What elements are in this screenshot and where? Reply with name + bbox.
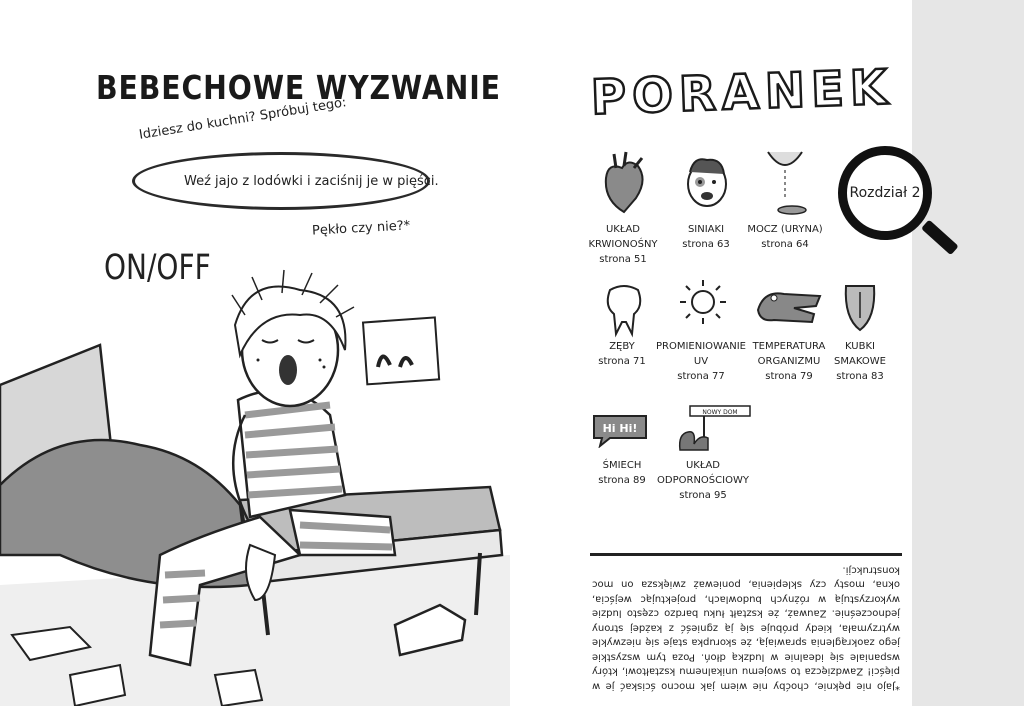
urine-icon bbox=[762, 148, 808, 218]
toc-item-label: TEMPERATURA bbox=[752, 341, 826, 352]
germ-sign-text: NOWY DOM bbox=[702, 409, 738, 416]
footnote-divider bbox=[590, 553, 902, 556]
toc-item-label: UKŁAD bbox=[605, 224, 641, 235]
chapter-label: Rozdział 2 bbox=[849, 185, 921, 201]
toc-item-label: SMAKOWE bbox=[834, 356, 886, 367]
toc-item-label: KUBKI bbox=[845, 341, 875, 352]
toc-item-odpornosciowy[interactable] bbox=[653, 458, 753, 503]
toc-item-label: SINIAKI bbox=[687, 224, 725, 235]
toc-item-page: strona 64 bbox=[761, 239, 809, 250]
toc-item-page: strona 83 bbox=[836, 371, 884, 382]
toc-item-label: UKŁAD bbox=[685, 460, 721, 471]
toc-item-page: strona 63 bbox=[682, 239, 730, 250]
chapter-title: PORANEK bbox=[590, 59, 895, 126]
yawning-kid-illustration bbox=[0, 255, 510, 706]
challenge-answer: Pękło czy nie?* bbox=[311, 218, 411, 239]
toc-item-label: PROMIENIOWANIE bbox=[656, 341, 746, 352]
footnote-text: *Jajo nie pęknie, choćby nie wiem jak mocno ściskać je w pięści! Zawdzięcza to swojemu unikalnemu kształtowi, który wspaniale się idealnie w ludzką dłoń. Poza tym wszystkie jego zaokrąglenia sprawiają, że skorupka staje się niezwykle wytrzymała, kiedy próbuje się ją zgnieść z każdej strony jednocześnie. Zauważ, że kształt łuku bardzo często ludzie wykorzystują w różnych budowlach, projektując wejścia, okna, mosty czy sklepienia, ponieważ zwiększa on moc konstrukcji. bbox=[592, 564, 900, 692]
toc-item-page: strona 79 bbox=[765, 371, 813, 382]
toc-item-page: strona 71 bbox=[598, 356, 646, 367]
toc-item-uv[interactable] bbox=[651, 339, 751, 384]
on-off-label: ON/OFF bbox=[104, 248, 211, 288]
toc-item-page: strona 95 bbox=[679, 490, 727, 501]
toc-item-label: MOCZ (URYNA) bbox=[747, 224, 823, 235]
toc-item-label: KRWIONOŚNY bbox=[588, 239, 658, 250]
challenge-prompt: Idziesz do kuchni? Spróbuj tego: bbox=[138, 95, 348, 143]
hihi-bubble-icon bbox=[590, 412, 650, 448]
hihi-text: Hi Hi! bbox=[602, 422, 638, 435]
germ-sign-icon bbox=[674, 404, 754, 454]
tooth-icon bbox=[604, 282, 644, 338]
toc-item-page: strona 89 bbox=[598, 475, 646, 486]
toc-item-label: UV bbox=[693, 356, 709, 367]
heart-icon bbox=[598, 150, 650, 216]
challenge-text: Weź jajo z lodówki i zaciśnij je w pięści. bbox=[184, 174, 439, 189]
toc-item-page: strona 51 bbox=[599, 254, 647, 265]
toc-item-mocz[interactable] bbox=[735, 222, 835, 252]
toc-item-kubki[interactable] bbox=[810, 339, 910, 384]
toc-item-label: ODPORNOŚCIOWY bbox=[657, 475, 749, 486]
chapter-badge bbox=[838, 146, 932, 240]
tongue-icon bbox=[842, 282, 878, 334]
sun-icon bbox=[676, 278, 730, 328]
challenge-title: BEBECHOWE WYZWANIE bbox=[96, 68, 501, 107]
toc-item-label: ORGANIZMU bbox=[757, 356, 821, 367]
toc-item-label: ŚMIECH bbox=[602, 460, 642, 471]
bruised-face-icon bbox=[684, 152, 730, 210]
page-edge bbox=[912, 0, 1024, 706]
toc-item-label: ZĘBY bbox=[609, 341, 635, 352]
toc-item-page: strona 77 bbox=[677, 371, 725, 382]
crocodile-icon bbox=[754, 280, 824, 328]
